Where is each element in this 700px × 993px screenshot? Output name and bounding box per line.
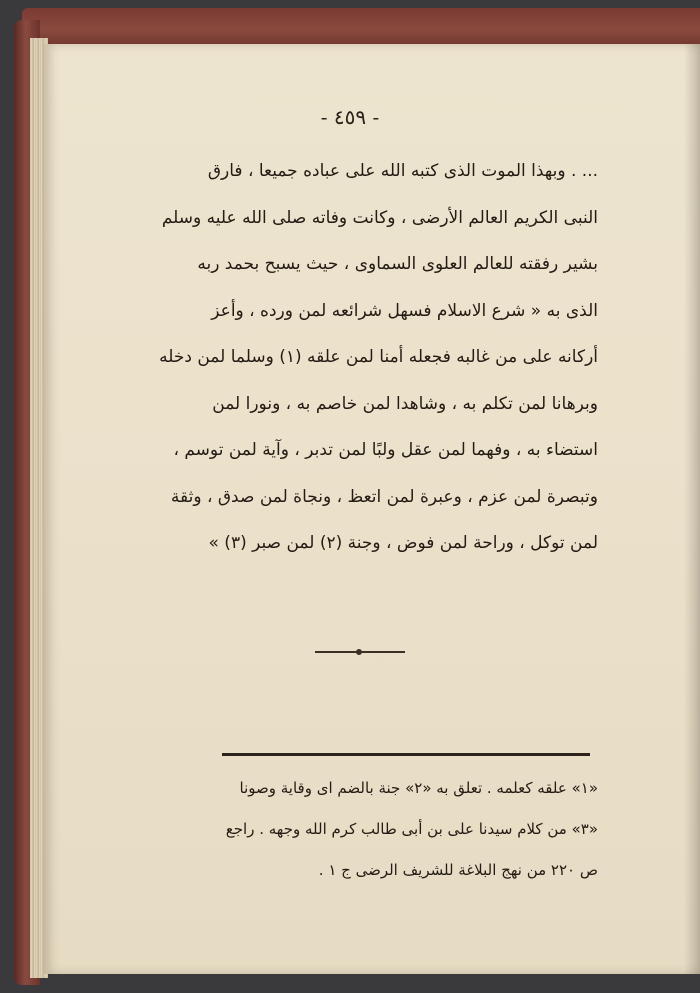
body-line: ... . وبهذا الموت الذى كتبه الله على عباده جميعا ، فارق bbox=[207, 161, 598, 181]
footnote-line: ص ٢٢٠ من نهج البلاغة للشريف الرضى ج ١ . bbox=[318, 861, 598, 879]
body-line: بشير رفقته للعالم العلوى السماوى ، حيث يسبح بحمد ربه bbox=[197, 254, 598, 274]
footnote-line: «٣» من كلام سيدنا على بن أبى طالب كرم الله وجهه . راجع bbox=[225, 820, 598, 838]
page-right-shadow bbox=[684, 44, 700, 974]
footnote-rule bbox=[222, 753, 590, 756]
page-number: - ٤٥٩ - bbox=[320, 105, 380, 129]
footnotes bbox=[118, 768, 598, 891]
body-text bbox=[118, 148, 598, 567]
body-line: أركانه على من غالبه فجعله أمنا لمن علقه (١) وسلما لمن دخله bbox=[159, 347, 598, 367]
body-line: استضاء به ، وفهما لمن عقل ولبًا لمن تدبر ، وآية لمن توسم ، bbox=[173, 440, 598, 460]
section-separator bbox=[315, 651, 405, 653]
body-line: الذى به « شرع الاسلام فسهل شرائعه لمن ورده ، وأعز bbox=[211, 300, 598, 321]
body-line: وتبصرة لمن عزم ، وعبرة لمن اتعظ ، ونجاة لمن صدق ، وثقة bbox=[170, 486, 598, 507]
body-line: لمن توكل ، وراحة لمن فوض ، وجنة (٢) لمن صبر (٣) » bbox=[208, 533, 598, 553]
book-cover-top bbox=[22, 8, 700, 48]
body-line: النبى الكريم العالم الأرضى ، وكانت وفاته صلى الله عليه وسلم bbox=[161, 207, 598, 228]
footnote-line: «١» علقه كعلمه . تعلق به «٢» جنة بالضم اى وقاية وصونا bbox=[239, 779, 598, 797]
body-line: وبرهانا لمن تكلم به ، وشاهدا لمن خاصم به ، ونورا لمن bbox=[212, 393, 598, 414]
